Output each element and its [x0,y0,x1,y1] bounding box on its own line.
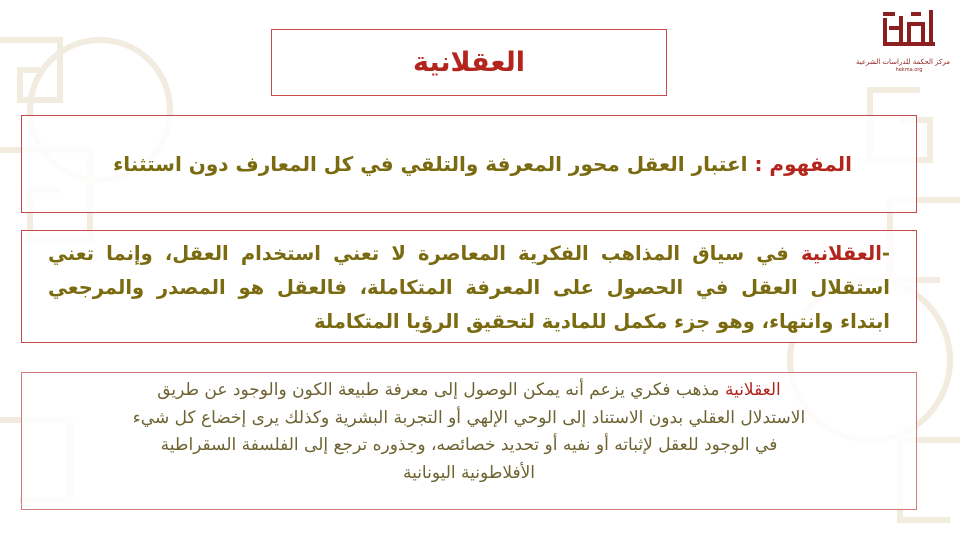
context-term: العقلانية [800,242,882,265]
context-line-2: استقلال العقل في الحصول على المعرفة المتكاملة، فالعقل هو المصدر والمرجعي [48,276,890,299]
logo-mark-icon [881,8,937,50]
logo-subcaption: hekma.org [895,67,923,73]
context-line-3: ابتداء وانتهاء، وهو جزء مكمل للمادية لتحقيق الرؤيا المتكاملة [314,310,890,333]
definition-term: العقلانية [724,380,781,400]
context-prefix: - [881,242,890,265]
context-line-1: في سياق المذاهب الفكرية المعاصرة لا تعني استخدام العقل، وإنما تعني [48,242,801,265]
page-title: العقلانية [412,47,526,78]
concept-label: المفهوم [769,152,852,176]
definition-box [21,372,917,510]
concept-text: اعتبار العقل محور المعرفة والتلقي في كل المعارف دون استثناء [113,152,748,176]
concept-box [21,115,917,213]
title-box [271,29,667,96]
concept-line [113,152,852,176]
logo [855,8,950,78]
definition-line-3: في الوجود للعقل لإثباته أو نفيه أو تحديد خصائصه، وجذوره ترجع إلى الفلسفة السقراطية [160,435,778,455]
concept-separator: : [747,152,770,176]
definition-line-4: الأفلاطونية اليونانية [402,462,536,483]
context-paragraph [48,237,890,339]
definition-line-1: مذهب فكري يزعم أنه يمكن الوصول إلى معرفة طبيعة الكون والوجود عن طريق [157,380,725,400]
logo-caption: مركز الحكمة للدراسات الشرعية [855,58,950,66]
definition-paragraph [40,377,898,487]
context-box [21,230,917,343]
definition-line-2: الاستدلال العقلي بدون الاستناد إلى الوحي الإلهي أو التجربة البشرية وكذلك يرى إخضاع كل شيء [132,407,806,428]
